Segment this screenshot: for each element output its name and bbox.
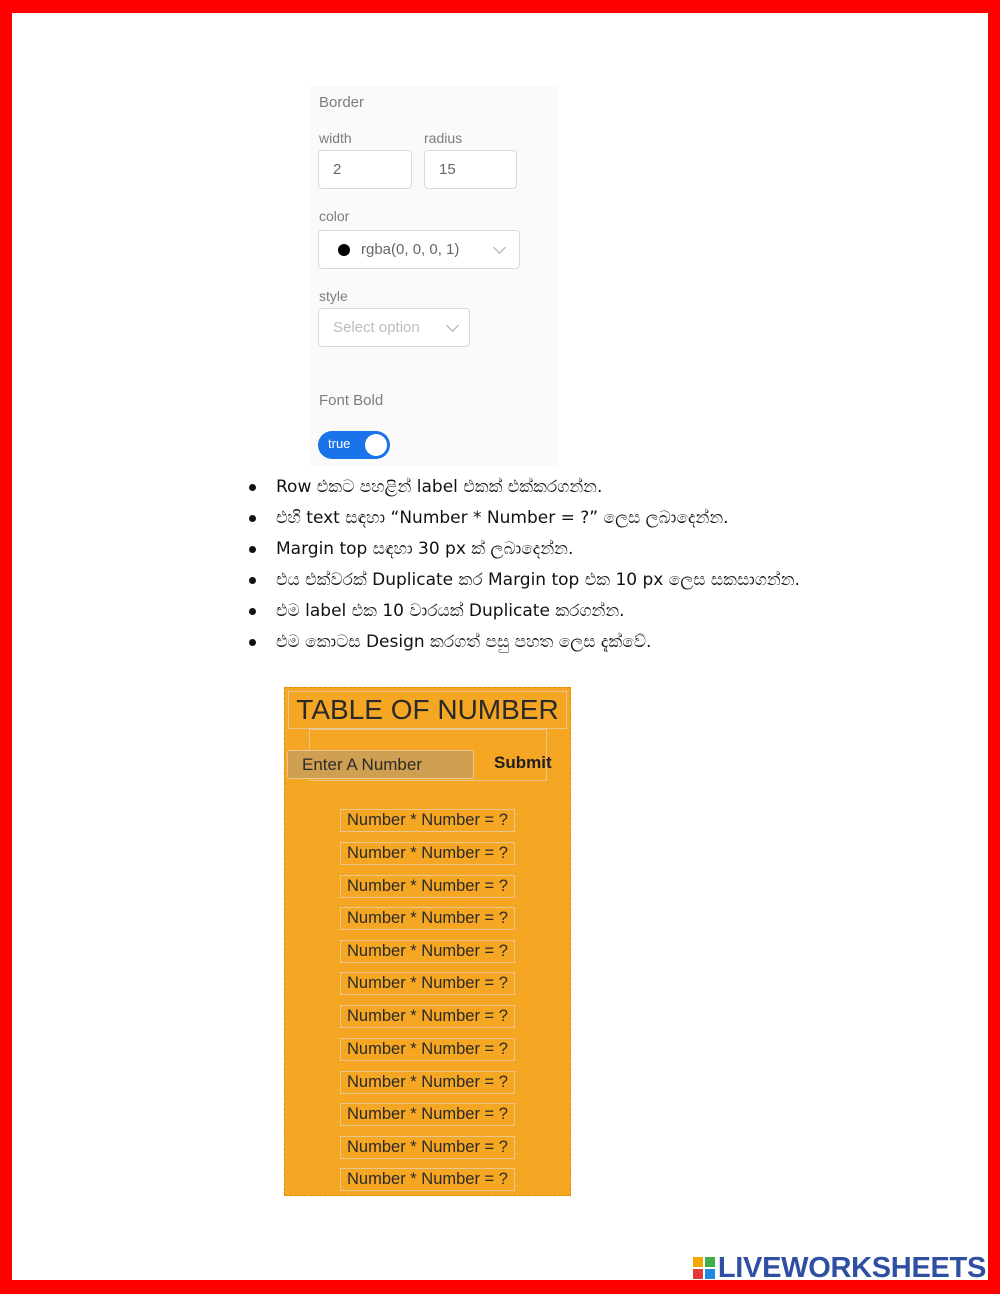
font-bold-toggle[interactable] [318,431,390,459]
result-label: Number * Number = ? [340,972,515,995]
result-label: Number * Number = ? [340,1071,515,1094]
color-label: color [319,208,350,224]
list-item [246,627,806,658]
border-properties-panel [310,86,558,466]
result-label: Number * Number = ? [340,1103,515,1126]
instruction-text: එය එක්වරක් Duplicate කර Margin top එක 10 px ලෙස සකසාගන්න. [276,570,800,590]
liveworksheets-logo-icon [693,1257,715,1279]
toggle-label: true [328,436,351,451]
result-label: Number * Number = ? [340,1005,515,1028]
result-label: Number * Number = ? [340,1038,515,1061]
bullet-icon [249,577,256,584]
instruction-text: එම කොටස Design කරගත් පසු පහත ලෙස දැක්වේ. [276,632,652,652]
color-value: rgba(0, 0, 0, 1) [361,241,460,258]
instruction-list [246,472,806,658]
border-width-input[interactable]: 2 [318,150,412,189]
radius-label: radius [424,130,463,146]
submit-button[interactable]: Submit [494,753,552,772]
result-label: Number * Number = ? [340,842,515,865]
bullet-icon [249,515,256,522]
color-swatch [338,244,350,256]
style-placeholder: Select option [333,319,420,336]
chevron-down-icon [493,241,506,254]
toggle-knob [365,434,387,456]
instruction-text: Row එකට පහළින් label එකක් එක්කරගන්න. [276,477,603,497]
result-label: Number * Number = ? [340,1168,515,1191]
result-label: Number * Number = ? [340,907,515,930]
border-color-select[interactable] [318,230,520,269]
list-item [246,534,806,565]
border-style-select[interactable] [318,308,470,347]
bullet-icon [249,608,256,615]
chevron-down-icon [446,319,459,332]
font-bold-label: Font Bold [319,392,384,409]
border-radius-input[interactable]: 15 [424,150,517,189]
border-section-title: Border [319,94,365,111]
result-label: Number * Number = ? [340,875,515,898]
list-item [246,503,806,534]
list-item [246,565,806,596]
style-label: style [319,288,348,304]
result-label: Number * Number = ? [340,1136,515,1159]
bullet-icon [249,484,256,491]
bullet-icon [249,546,256,553]
list-item [246,472,806,503]
app-preview [284,687,571,1196]
result-label: Number * Number = ? [340,940,515,963]
number-input[interactable]: Enter A Number [287,750,474,779]
instruction-text: එම label එක 10 වාරයක් Duplicate කරගන්න. [276,601,625,621]
list-item [246,596,806,627]
instruction-text: Margin top සඳහා 30 px ක් ලබාදෙන්න. [276,539,574,559]
width-label: width [319,130,352,146]
instruction-text: එහි text සඳහා “Number * Number = ?” ලෙස ලබාදෙන්න. [276,508,729,528]
app-title: TABLE OF NUMBER [288,691,567,729]
liveworksheets-watermark: LIVEWORKSHEETS [717,1252,986,1284]
bullet-icon [249,639,256,646]
result-label: Number * Number = ? [340,809,515,832]
